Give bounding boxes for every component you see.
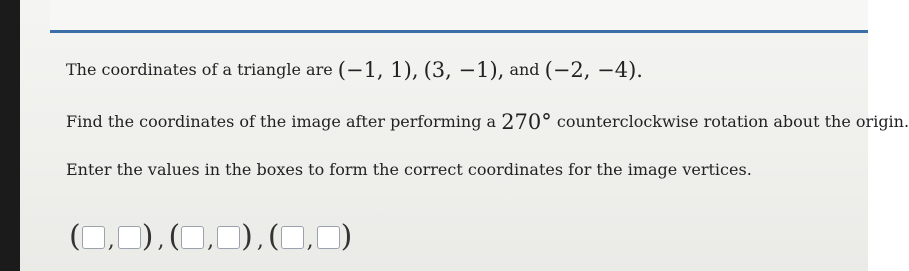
point-1: (−1, 1), xyxy=(337,58,419,82)
left-edge-bar xyxy=(0,0,20,271)
answer-input-3-x[interactable] xyxy=(281,226,304,249)
comma-sep-1: , xyxy=(157,228,165,253)
comma-2a: , xyxy=(207,228,215,253)
rotation-angle: 270° xyxy=(501,110,552,134)
comma-1a: , xyxy=(107,228,115,253)
answer-coordinates xyxy=(68,219,353,254)
close-paren-1: ) xyxy=(141,219,154,254)
line1-prefix: The coordinates of a triangle are xyxy=(66,60,333,79)
rotation-instruction-text xyxy=(66,110,909,134)
answer-input-1-y[interactable] xyxy=(118,226,141,249)
answer-input-1-x[interactable] xyxy=(82,226,105,249)
comma-3a: , xyxy=(306,228,314,253)
and-word: and xyxy=(509,60,540,79)
point-3: (−2, −4). xyxy=(544,58,643,82)
open-paren-1: ( xyxy=(69,219,81,254)
enter-values-instruction: Enter the values in the boxes to form the correct coordinates for the image vertices. xyxy=(66,160,752,179)
triangle-coordinates-text xyxy=(66,58,643,82)
comma-sep-2: , xyxy=(256,228,264,253)
point-2: (3, −1), xyxy=(423,58,505,82)
answer-input-3-y[interactable] xyxy=(317,226,340,249)
header-divider xyxy=(50,30,868,33)
header-area xyxy=(50,0,868,30)
line2-suffix: counterclockwise rotation about the origin. xyxy=(556,112,909,131)
close-paren-3: ) xyxy=(340,219,353,254)
answer-input-2-x[interactable] xyxy=(181,226,204,249)
close-paren-2: ) xyxy=(241,219,253,254)
line2-prefix: Find the coordinates of the image after performing a xyxy=(66,112,497,131)
open-paren-3: ( xyxy=(267,219,280,254)
answer-input-2-y[interactable] xyxy=(217,226,240,249)
open-paren-2: ( xyxy=(168,219,181,254)
